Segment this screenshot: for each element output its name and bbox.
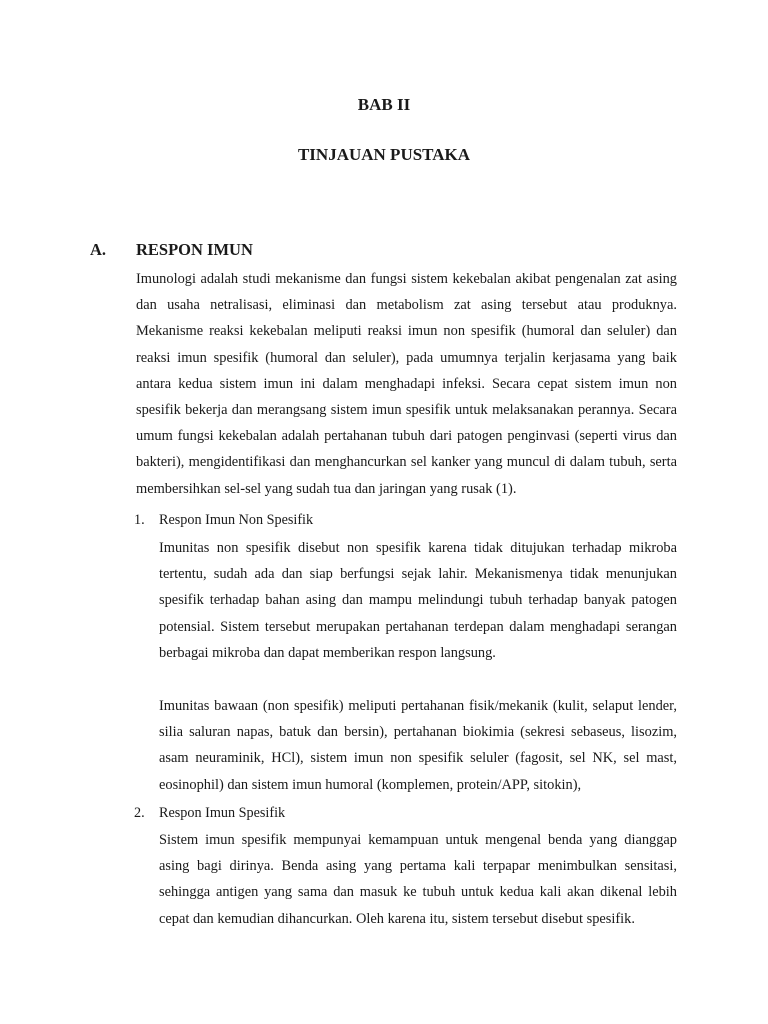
item-1-paragraph-2: Imunitas bawaan (non spesifik) meliputi pertahanan fisik/mekanik (kulit, selaput lender, silia saluran napas, batuk dan bersin), pertahanan biokimia (sekresi sebaseus, lisozim, asam neuraminik, HCl), sistem imun non spesifik seluler (fagosit, sel NK, sel mast, eosinophil) dan sistem imun humoral (komplemen, protein/APP, sitokin), <box>159 698 677 793</box>
list-item-number: 2. <box>134 805 145 821</box>
item-1-paragraph-1: Imunitas non spesifik disebut non spesifik karena tidak ditujukan terhadap mikroba tertentu, sudah ada dan siap berfungsi sejak lahir. Mekanismenya tidak menunjukan spesifik terhadap bahan asing dan mampu melindungi tubuh terhadap banyak patogen potensial. Sistem tersebut merupakan pertahanan terdepan dalam menghadapi serangan berbagai mikroba dan dapat memberikan respon langsung. <box>159 540 677 661</box>
section-intro-paragraph: Imunologi adalah studi mekanisme dan fungsi sistem kekebalan akibat pengenalan zat asing dan usaha netralisasi, eliminasi dan metabolism zat asing tersebut atau produknya. Mekanisme reaksi kekebalan meliputi reaksi imun non spesifik (humoral dan seluler) dan reaksi imun spesifik (humoral dan seluler), pada umumnya terjalin kerjasama yang baik antara kedua sistem imun ini dalam menghadapi infeksi. Secara cepat sistem imun non spesifik bekerja dan merangsang sistem imun spesifik untuk melaksanakan perannya. Secara umum fungsi kekebalan adalah pertahanan tubuh dari patogen penginvasi (seperti virus dan bakteri), mengidentifikasi dan menghancurkan sel kanker yang muncul di dalam tubuh, serta membersihkan sel-sel yang sudah tua dan jaringan yang rusak (1). <box>136 271 677 497</box>
section-letter: A. <box>90 240 107 259</box>
section-heading <box>90 240 253 260</box>
list-item-title: Respon Imun Spesifik <box>159 805 286 821</box>
list-item-heading <box>134 512 313 529</box>
list-item-title: Respon Imun Non Spesifik <box>159 512 314 528</box>
section-title: RESPON IMUN <box>136 240 253 259</box>
item-2-paragraph-1: Sistem imun spesifik mempunyai kemampuan untuk mengenal benda yang dianggap asing bagi dirinya. Benda asing yang pertama kali terpapar menimbulkan sensitasi, sehingga antigen yang sama dan masuk ke tubuh untuk kedua kali akan dikenal lebih cepat dan kemudian dihancurkan. Oleh karena itu, sistem tersebut disebut spesifik. <box>159 832 677 927</box>
list-item-heading <box>134 805 285 822</box>
chapter-title: TINJAUAN PUSTAKA <box>297 145 471 164</box>
chapter-heading: BAB II <box>357 95 411 114</box>
list-item-number: 1. <box>134 512 145 528</box>
